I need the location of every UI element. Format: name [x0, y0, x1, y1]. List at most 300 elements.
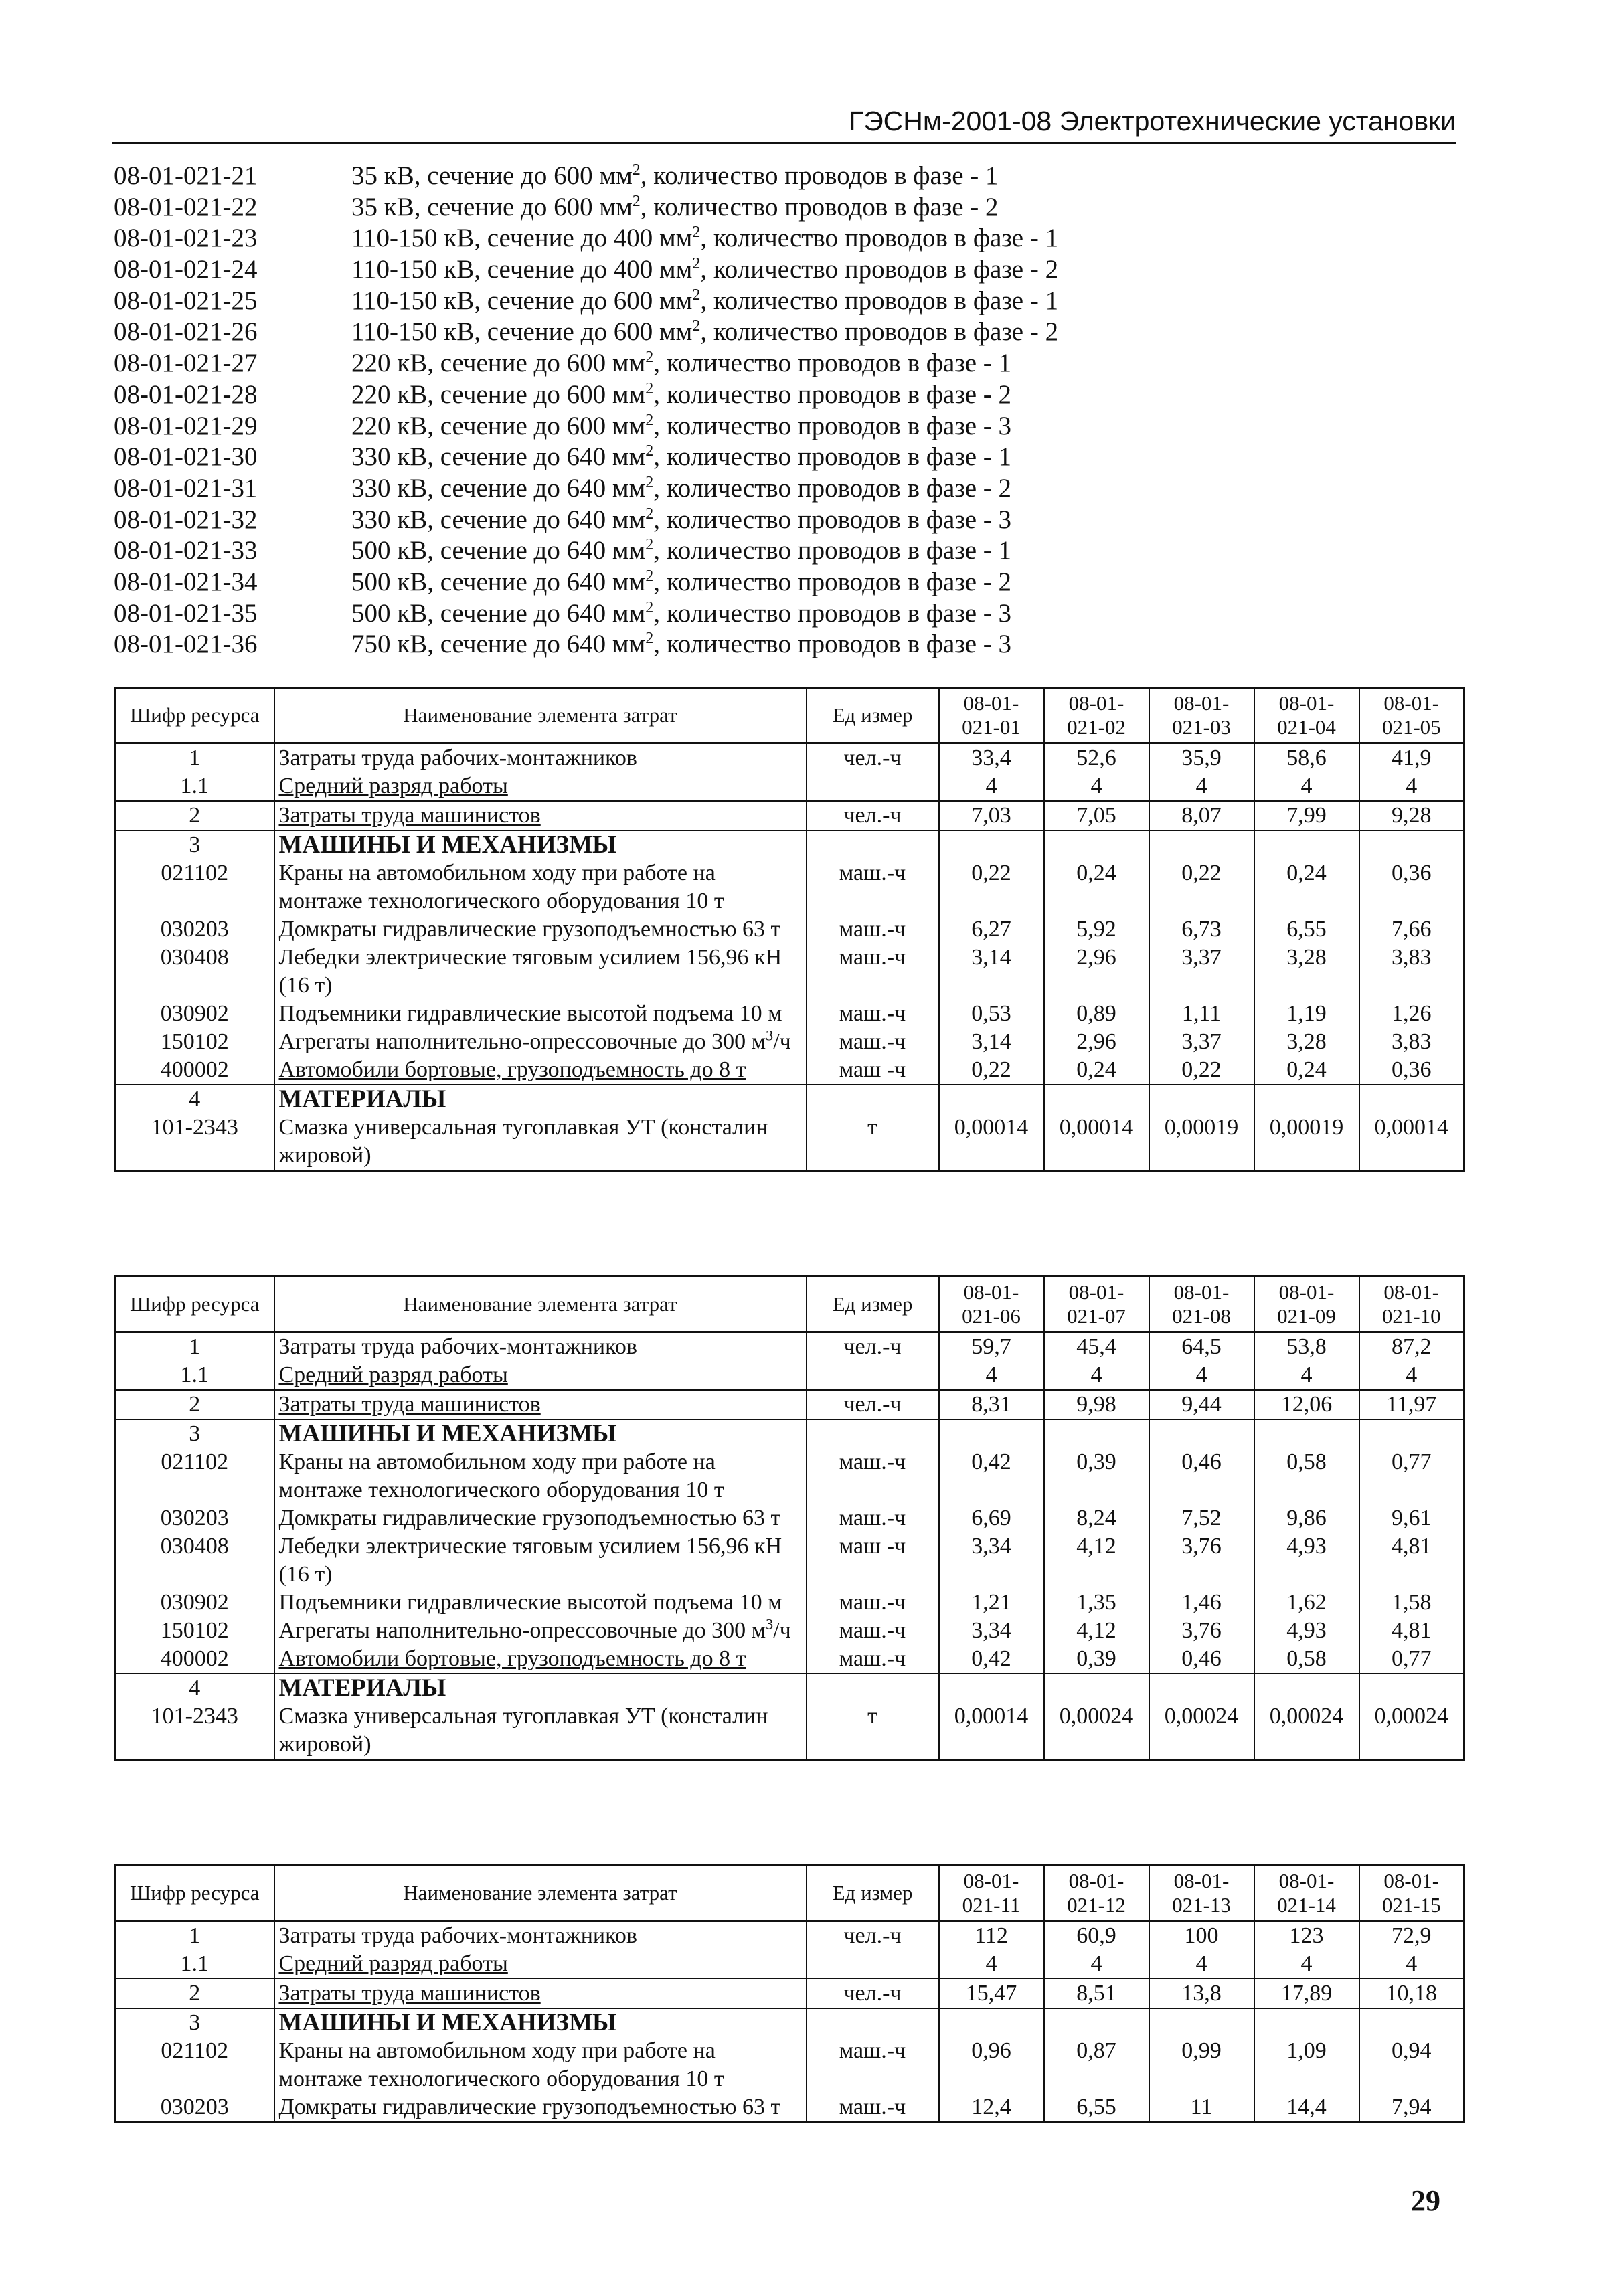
- rate-description: [351, 535, 1011, 567]
- value-cell: 0,24: [1254, 1056, 1359, 1085]
- table-row: [115, 859, 1464, 915]
- resource-name: [274, 1000, 807, 1028]
- header-rate-code-line: 08-01-: [1173, 1869, 1230, 1892]
- rate-description: [351, 442, 1011, 473]
- resource-code: 101-2343: [115, 1702, 274, 1760]
- value-cell: [1254, 1085, 1359, 1114]
- value-cell: 3,76: [1149, 1532, 1254, 1589]
- resource-name-text: Средний разряд работы: [278, 774, 508, 798]
- running-header: ГЭСНм-2001-08 Электротехнические установки: [849, 106, 1456, 137]
- rate-description-text: 110-150 кВ, сечение до 400 мм: [351, 224, 693, 253]
- resource-name-text: Затраты труда рабочих-монтажников: [278, 745, 637, 770]
- header-name: Наименование элемента затрат: [274, 1277, 807, 1332]
- rate-code: 08-01-021-35: [114, 598, 258, 628]
- value-cell: 4: [939, 1950, 1044, 1979]
- value-cell: 0,24: [1044, 1056, 1149, 1085]
- header-rate-code: [1149, 1277, 1254, 1332]
- code-list-item: [114, 473, 1466, 505]
- header-rate-code-line: 08-01-: [1068, 691, 1124, 715]
- resource-name: [274, 2037, 807, 2093]
- rate-code: 08-01-021-31: [114, 473, 258, 503]
- code-list-item: [114, 223, 1466, 254]
- value-cell: [1149, 1085, 1254, 1114]
- header-rate-code: [1254, 1277, 1359, 1332]
- value-cell: [1044, 2008, 1149, 2037]
- value-cell: [1254, 1419, 1359, 1448]
- resource-name-text: Краны на автомобильном ходу при работе на монтаже технологического оборудования 10 т: [278, 1449, 724, 1502]
- value-cell: 12,4: [939, 2093, 1044, 2123]
- value-cell: 4,12: [1044, 1532, 1149, 1589]
- value-cell: 0,87: [1044, 2037, 1149, 2093]
- value-cell: 8,24: [1044, 1504, 1149, 1532]
- value-cell: 9,86: [1254, 1504, 1359, 1532]
- value-cell: 1,58: [1359, 1589, 1464, 1617]
- table-row: [115, 2037, 1464, 2093]
- table-row: [115, 1504, 1464, 1532]
- resource-code: 1.1: [115, 1361, 274, 1390]
- value-cell: 123: [1254, 1921, 1359, 1951]
- resource-code: 030203: [115, 915, 274, 944]
- unit: маш -ч: [807, 1056, 939, 1085]
- resource-code: 400002: [115, 1645, 274, 1674]
- header-rate-code: [1149, 688, 1254, 743]
- rate-code: 08-01-021-24: [114, 255, 258, 284]
- rate-description-text: 330 кВ, сечение до 640 мм: [351, 442, 646, 472]
- value-cell: 33,4: [939, 743, 1044, 773]
- value-cell: 4: [1254, 1361, 1359, 1390]
- rate-code: 08-01-021-32: [114, 505, 258, 534]
- header-rate-code: [1359, 688, 1464, 743]
- table-row: [115, 1332, 1464, 1362]
- header-name: Наименование элемента затрат: [274, 688, 807, 743]
- superscript: 3: [766, 1027, 774, 1044]
- rate-code: 08-01-021-21: [114, 161, 258, 190]
- code-list-item: [114, 598, 1466, 630]
- value-cell: 3,14: [939, 1028, 1044, 1056]
- resource-name-text: Лебедки электрические тяговым усилием 156,96 кН (16 т): [278, 1534, 782, 1587]
- header-rate-code-line: 08-01-: [1173, 1280, 1230, 1304]
- header-rate-code: [1254, 1866, 1359, 1921]
- header-code: Шифр ресурса: [115, 1277, 274, 1332]
- value-cell: 64,5: [1149, 1332, 1254, 1362]
- unit: чел.-ч: [807, 1332, 939, 1362]
- value-cell: 53,8: [1254, 1332, 1359, 1362]
- header-rate-code: [1044, 1866, 1149, 1921]
- resource-name: [274, 1028, 807, 1056]
- value-cell: 60,9: [1044, 1921, 1149, 1951]
- value-cell: 0,36: [1359, 859, 1464, 915]
- rate-description-text: 220 кВ, сечение до 600 мм: [351, 411, 646, 440]
- resource-code: 3: [115, 830, 274, 859]
- resource-code: 400002: [115, 1056, 274, 1085]
- value-cell: 0,00014: [939, 1702, 1044, 1760]
- value-cell: [1359, 1085, 1464, 1114]
- rate-description: [351, 505, 1011, 536]
- rate-description-text: 35 кВ, сечение до 600 мм: [351, 161, 633, 190]
- unit: маш.-ч: [807, 2037, 939, 2093]
- resource-name: [274, 1361, 807, 1390]
- unit: маш.-ч: [807, 1028, 939, 1056]
- rate-description-text: 500 кВ, сечение до 640 мм: [351, 567, 646, 596]
- value-cell: 0,24: [1254, 859, 1359, 915]
- resource-code: 1.1: [115, 772, 274, 801]
- resource-code: 4: [115, 1085, 274, 1114]
- value-cell: 0,89: [1044, 1000, 1149, 1028]
- value-cell: [1044, 1674, 1149, 1702]
- resource-code: 150102: [115, 1028, 274, 1056]
- value-cell: 0,22: [939, 1056, 1044, 1085]
- rate-code: 08-01-021-29: [114, 411, 258, 440]
- rate-description-text: 330 кВ, сечение до 640 мм: [351, 473, 646, 503]
- section-row: [115, 1085, 1464, 1114]
- rate-description-text: 500 кВ, сечение до 640 мм: [351, 598, 646, 628]
- table-row: [115, 1921, 1464, 1951]
- resource-name-text: МАТЕРИАЛЫ: [278, 1085, 446, 1113]
- rate-description-text: , количество проводов в фазе - 1: [700, 224, 1059, 253]
- header-rate-code-line: 021-15: [1381, 1893, 1441, 1917]
- resource-name-text: МАТЕРИАЛЫ: [278, 1674, 446, 1702]
- value-cell: 4: [1254, 772, 1359, 801]
- value-cell: 0,77: [1359, 1448, 1464, 1504]
- value-cell: 41,9: [1359, 743, 1464, 773]
- superscript: 3: [766, 1615, 774, 1633]
- header-rate-code-line: 021-06: [962, 1304, 1021, 1328]
- value-cell: 0,00024: [1359, 1702, 1464, 1760]
- header-rate-code-line: 021-02: [1067, 715, 1126, 739]
- resource-name-text: /ч: [773, 1618, 791, 1643]
- code-list-item: [114, 286, 1466, 317]
- code-list-item: [114, 535, 1466, 567]
- table-row: [115, 743, 1464, 773]
- header-rate-code-line: 08-01-: [1278, 691, 1335, 715]
- table-row: [115, 1056, 1464, 1085]
- value-cell: 4: [1149, 772, 1254, 801]
- resource-name-text: Подъемники гидравлические высотой подъема 10 м: [278, 1001, 782, 1026]
- value-cell: 4,81: [1359, 1617, 1464, 1645]
- value-cell: [1359, 1674, 1464, 1702]
- value-cell: 10,18: [1359, 1979, 1464, 2008]
- value-cell: 0,46: [1149, 1448, 1254, 1504]
- unit: чел.-ч: [807, 1979, 939, 2008]
- resource-name-text: МАШИНЫ И МЕХАНИЗМЫ: [278, 1420, 617, 1447]
- rate-description-text: , количество проводов в фазе - 1: [653, 349, 1012, 378]
- value-cell: 3,37: [1149, 1028, 1254, 1056]
- table-row: [115, 1950, 1464, 1979]
- resource-name: [274, 1589, 807, 1617]
- value-cell: 0,58: [1254, 1448, 1359, 1504]
- header-rate-code-line: 021-03: [1172, 715, 1231, 739]
- value-cell: [939, 830, 1044, 859]
- table-row: [115, 1000, 1464, 1028]
- value-cell: 45,4: [1044, 1332, 1149, 1362]
- header-name: Наименование элемента затрат: [274, 1866, 807, 1921]
- superscript: 2: [645, 411, 654, 429]
- value-cell: 3,76: [1149, 1617, 1254, 1645]
- rate-code: 08-01-021-23: [114, 224, 258, 253]
- rate-description-text: 110-150 кВ, сечение до 400 мм: [351, 255, 693, 284]
- value-cell: [1359, 1419, 1464, 1448]
- resource-name-text: Домкраты гидравлические грузоподъемностью 63 т: [278, 917, 781, 942]
- resource-name: [274, 1702, 807, 1760]
- code-list-item: [114, 567, 1466, 598]
- value-cell: 7,66: [1359, 915, 1464, 944]
- resource-name-text: МАШИНЫ И МЕХАНИЗМЫ: [278, 831, 617, 859]
- value-cell: 100: [1149, 1921, 1254, 1951]
- value-cell: 0,36: [1359, 1056, 1464, 1085]
- resource-name: [274, 1504, 807, 1532]
- value-cell: 0,42: [939, 1645, 1044, 1674]
- resource-name-text: Смазка универсальная тугоплавкая УТ (консталин жировой): [278, 1704, 768, 1757]
- value-cell: 1,09: [1254, 2037, 1359, 2093]
- superscript: 2: [645, 598, 654, 616]
- superscript: 2: [692, 224, 701, 242]
- value-cell: 0,00014: [939, 1114, 1044, 1171]
- superscript: 2: [645, 567, 654, 585]
- value-cell: 7,52: [1149, 1504, 1254, 1532]
- unit: маш.-ч: [807, 1448, 939, 1504]
- value-cell: 3,37: [1149, 944, 1254, 1000]
- value-cell: 1,62: [1254, 1589, 1359, 1617]
- resource-name: [274, 2093, 807, 2123]
- resource-code: 030408: [115, 1532, 274, 1589]
- table-row: [115, 1617, 1464, 1645]
- unit: чел.-ч: [807, 1921, 939, 1951]
- resource-code: 030902: [115, 1589, 274, 1617]
- section-row: [115, 830, 1464, 859]
- resource-name-text: Агрегаты наполнительно-опрессовочные до 300 м: [278, 1029, 766, 1054]
- rate-description: [351, 629, 1011, 660]
- rate-description-text: 220 кВ, сечение до 600 мм: [351, 379, 646, 409]
- resource-name-text: Смазка универсальная тугоплавкая УТ (консталин жировой): [278, 1115, 768, 1168]
- table-row: [115, 1979, 1464, 2008]
- rate-description-text: , количество проводов в фазе - 1: [640, 161, 999, 190]
- rate-description-text: 500 кВ, сечение до 640 мм: [351, 536, 646, 565]
- value-cell: [1254, 1674, 1359, 1702]
- superscript: 2: [645, 505, 654, 523]
- resource-name: [274, 915, 807, 944]
- value-cell: 4,93: [1254, 1617, 1359, 1645]
- resource-code: 021102: [115, 2037, 274, 2093]
- rate-description: [351, 192, 999, 224]
- resource-name: [274, 1056, 807, 1085]
- unit: т: [807, 1114, 939, 1171]
- value-cell: 0,99: [1149, 2037, 1254, 2093]
- code-list-item: [114, 505, 1466, 536]
- value-cell: 2,96: [1044, 1028, 1149, 1056]
- header-rate-code-line: 08-01-: [1068, 1869, 1124, 1892]
- value-cell: 9,44: [1149, 1390, 1254, 1419]
- header-rate-code-line: 021-09: [1277, 1304, 1336, 1328]
- code-list: [114, 161, 1466, 660]
- header-rate-code-line: 08-01-: [1278, 1869, 1335, 1892]
- resource-table-1: [114, 687, 1465, 1172]
- value-cell: 7,05: [1044, 801, 1149, 830]
- value-cell: 0,22: [939, 859, 1044, 915]
- value-cell: 112: [939, 1921, 1044, 1951]
- resource-name: [274, 944, 807, 1000]
- value-cell: 0,39: [1044, 1645, 1149, 1674]
- rate-description-text: 35 кВ, сечение до 600 мм: [351, 192, 633, 222]
- page-number: 29: [1411, 2184, 1440, 2217]
- superscript: 2: [645, 442, 654, 460]
- header-rate-code-line: 08-01-: [1383, 1869, 1440, 1892]
- table-header-row: [115, 688, 1464, 743]
- header-rate-code-line: 021-11: [962, 1893, 1021, 1917]
- value-cell: 0,22: [1149, 859, 1254, 915]
- table-row: [115, 1448, 1464, 1504]
- unit: маш.-ч: [807, 2093, 939, 2123]
- value-cell: 0,42: [939, 1448, 1044, 1504]
- table-row: [115, 1532, 1464, 1589]
- resource-name: [274, 1921, 807, 1951]
- rate-description-text: , количество проводов в фазе - 2: [700, 317, 1059, 347]
- value-cell: 6,27: [939, 915, 1044, 944]
- rate-description-text: , количество проводов в фазе - 3: [653, 598, 1012, 628]
- resource-name-text: Автомобили бортовые, грузоподъемность до 8 т: [278, 1646, 746, 1671]
- resource-code: 1: [115, 743, 274, 773]
- superscript: 2: [645, 536, 654, 554]
- header-rate-code-line: 021-08: [1172, 1304, 1231, 1328]
- value-cell: 0,00014: [1359, 1114, 1464, 1171]
- value-cell: 1,19: [1254, 1000, 1359, 1028]
- resource-name: [274, 1085, 807, 1114]
- value-cell: 0,00019: [1149, 1114, 1254, 1171]
- value-cell: [1359, 2008, 1464, 2037]
- resource-name: [274, 1419, 807, 1448]
- value-cell: 0,53: [939, 1000, 1044, 1028]
- rate-description-text: , количество проводов в фазе - 1: [700, 286, 1059, 315]
- header-rate-code-line: 08-01-: [1383, 691, 1440, 715]
- value-cell: [1044, 1419, 1149, 1448]
- resource-name: [274, 830, 807, 859]
- value-cell: 3,34: [939, 1532, 1044, 1589]
- value-cell: 9,28: [1359, 801, 1464, 830]
- resource-name: [274, 2008, 807, 2037]
- resource-name: [274, 1114, 807, 1171]
- unit: чел.-ч: [807, 743, 939, 773]
- resource-code: 3: [115, 1419, 274, 1448]
- resource-code: 030203: [115, 1504, 274, 1532]
- header-rate-code-line: 021-14: [1277, 1893, 1336, 1917]
- value-cell: 4,93: [1254, 1532, 1359, 1589]
- value-cell: 0,94: [1359, 2037, 1464, 2093]
- code-list-item: [114, 442, 1466, 473]
- value-cell: 72,9: [1359, 1921, 1464, 1951]
- rate-description-text: , количество проводов в фазе - 3: [653, 411, 1012, 440]
- value-cell: 7,99: [1254, 801, 1359, 830]
- table-row: [115, 944, 1464, 1000]
- value-cell: [1149, 1674, 1254, 1702]
- code-list-item: [114, 192, 1466, 224]
- table-row: [115, 1390, 1464, 1419]
- unit: [807, 2008, 939, 2037]
- resource-name: [274, 1332, 807, 1362]
- resource-name-text: Краны на автомобильном ходу при работе на монтаже технологического оборудования 10 т: [278, 2038, 724, 2091]
- table-header-row: [115, 1277, 1464, 1332]
- resource-code: 1: [115, 1332, 274, 1362]
- table-row: [115, 1702, 1464, 1760]
- rate-description-text: , количество проводов в фазе - 2: [653, 473, 1012, 503]
- unit: [807, 1361, 939, 1390]
- value-cell: 3,14: [939, 944, 1044, 1000]
- resource-name-text: Подъемники гидравлические высотой подъема 10 м: [278, 1590, 782, 1615]
- resource-name-text: Средний разряд работы: [278, 1951, 508, 1976]
- table-row: [115, 772, 1464, 801]
- value-cell: 35,9: [1149, 743, 1254, 773]
- value-cell: 1,21: [939, 1589, 1044, 1617]
- rate-description-text: 110-150 кВ, сечение до 600 мм: [351, 317, 693, 347]
- rate-description-text: 110-150 кВ, сечение до 600 мм: [351, 286, 693, 315]
- value-cell: 14,4: [1254, 2093, 1359, 2123]
- value-cell: 9,61: [1359, 1504, 1464, 1532]
- resource-name: [274, 1532, 807, 1589]
- value-cell: 3,83: [1359, 1028, 1464, 1056]
- value-cell: 6,69: [939, 1504, 1044, 1532]
- table-header-row: [115, 1866, 1464, 1921]
- value-cell: 1,26: [1359, 1000, 1464, 1028]
- resource-name-text: МАШИНЫ И МЕХАНИЗМЫ: [278, 2009, 617, 2036]
- unit: маш.-ч: [807, 1504, 939, 1532]
- value-cell: 7,03: [939, 801, 1044, 830]
- value-cell: 5,92: [1044, 915, 1149, 944]
- resource-name-text: Затраты труда машинистов: [278, 803, 541, 828]
- header-rate-code-line: 021-05: [1381, 715, 1441, 739]
- value-cell: [1044, 1085, 1149, 1114]
- value-cell: [1254, 2008, 1359, 2037]
- resource-code: 101-2343: [115, 1114, 274, 1171]
- value-cell: [939, 1085, 1044, 1114]
- value-cell: 3,28: [1254, 944, 1359, 1000]
- table-row: [115, 1645, 1464, 1674]
- resource-name: [274, 1390, 807, 1419]
- rate-code: 08-01-021-28: [114, 379, 258, 409]
- resource-code: 3: [115, 2008, 274, 2037]
- value-cell: [1149, 2008, 1254, 2037]
- header-rate-code: [939, 1277, 1044, 1332]
- superscript: 2: [645, 379, 654, 398]
- value-cell: 4: [1359, 772, 1464, 801]
- value-cell: 0,39: [1044, 1448, 1149, 1504]
- resource-name-text: Агрегаты наполнительно-опрессовочные до 300 м: [278, 1618, 766, 1643]
- code-list-item: [114, 254, 1466, 286]
- rate-description-text: , количество проводов в фазе - 1: [653, 442, 1012, 472]
- resource-table-2: [114, 1275, 1465, 1761]
- table-row: [115, 1589, 1464, 1617]
- superscript: 2: [632, 161, 641, 179]
- table-row: [115, 2093, 1464, 2123]
- unit: маш.-ч: [807, 944, 939, 1000]
- code-list-item: [114, 411, 1466, 442]
- rate-description-text: 750 кВ, сечение до 640 мм: [351, 630, 646, 659]
- header-rate-code-line: 08-01-: [1173, 691, 1230, 715]
- header-unit: Ед измер: [807, 1866, 939, 1921]
- rate-description: [351, 473, 1011, 505]
- header-rate-code: [1149, 1866, 1254, 1921]
- value-cell: 15,47: [939, 1979, 1044, 2008]
- section-row: [115, 1419, 1464, 1448]
- resource-table-3: [114, 1864, 1465, 2123]
- resource-name: [274, 801, 807, 830]
- header-rule: [112, 142, 1456, 144]
- resource-code: 021102: [115, 1448, 274, 1504]
- value-cell: 4: [1149, 1950, 1254, 1979]
- header-rate-code-line: 08-01-: [1068, 1280, 1124, 1304]
- value-cell: 0,96: [939, 2037, 1044, 2093]
- resource-name-text: Затраты труда рабочих-монтажников: [278, 1923, 637, 1948]
- header-rate-code-line: 021-10: [1381, 1304, 1441, 1328]
- header-rate-code: [1254, 688, 1359, 743]
- rate-description-text: , количество проводов в фазе - 1: [653, 536, 1012, 565]
